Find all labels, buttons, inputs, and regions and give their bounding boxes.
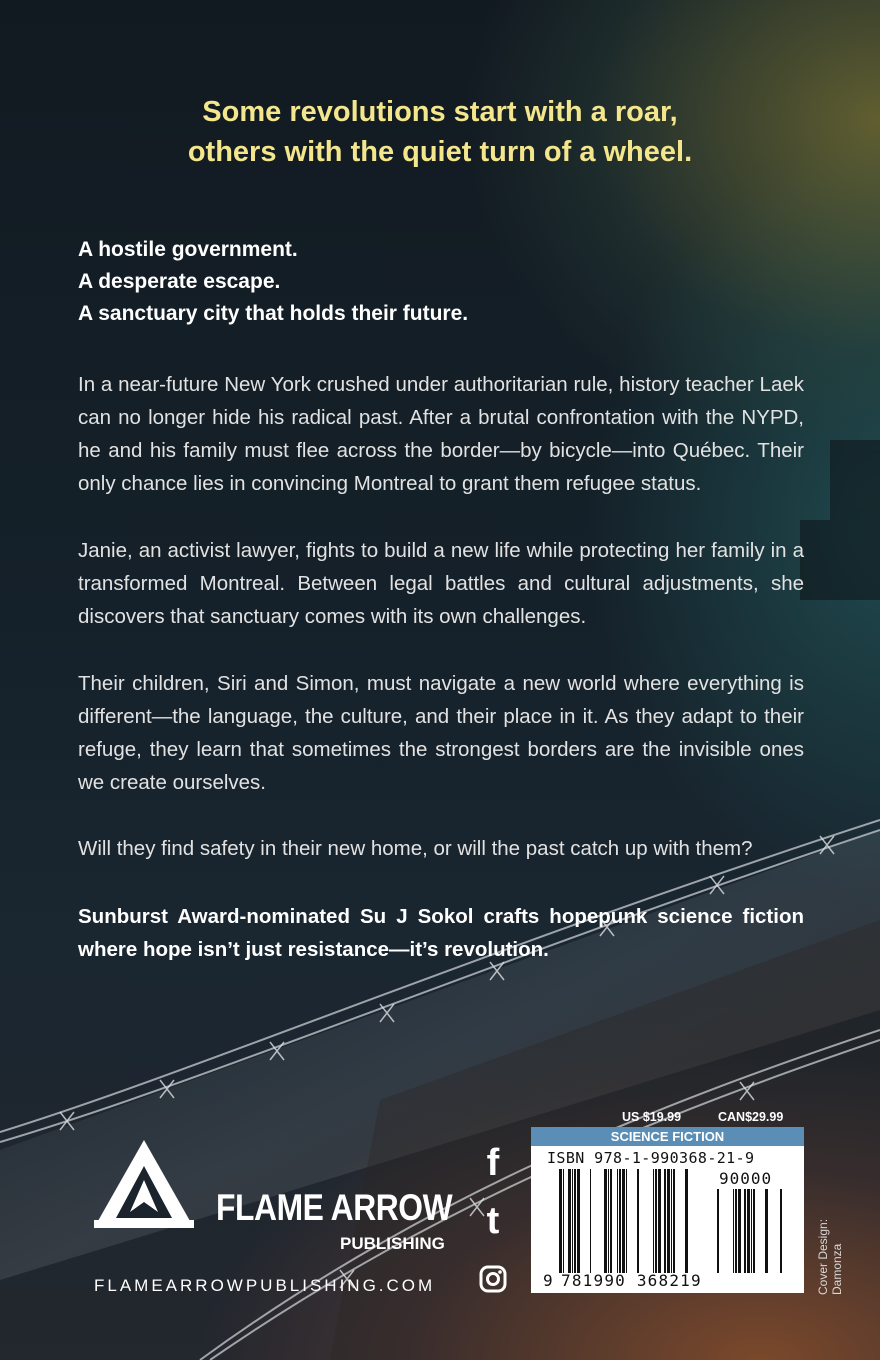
barcode-stripe <box>559 1169 562 1273</box>
addon-barcode <box>711 1189 783 1273</box>
price-can: CAN$29.99 <box>718 1110 784 1124</box>
hook-line: A desperate escape. <box>78 270 281 293</box>
facebook-icon[interactable]: f <box>486 1141 500 1184</box>
barcode-stripe <box>751 1189 752 1273</box>
ean-first-digit: 9 <box>543 1271 553 1290</box>
barcode-stripe <box>655 1169 657 1273</box>
instagram-icon[interactable] <box>476 1262 510 1296</box>
publisher-subtitle: PUBLISHING <box>340 1234 445 1253</box>
barcode-stripe <box>568 1169 571 1273</box>
isbn-text: ISBN 978-1-990368-21-9 <box>547 1149 755 1167</box>
barcode-stripe <box>653 1169 654 1273</box>
credit-line-1: Cover Design: <box>816 1218 830 1295</box>
barcode-stripe <box>626 1169 627 1273</box>
tumblr-icon[interactable]: t <box>486 1199 500 1242</box>
barcode-stripe <box>717 1189 719 1273</box>
hook-line: A hostile government. <box>78 238 298 261</box>
barcode-stripe <box>753 1189 755 1273</box>
barcode-stripe <box>733 1189 734 1273</box>
publisher-website[interactable]: FLAMEARROWPUBLISHING.COM <box>94 1276 436 1295</box>
barcode-stripe <box>738 1189 741 1273</box>
barcode-stripe <box>574 1169 576 1273</box>
barcode-stripe <box>577 1169 580 1273</box>
barcode-stripe <box>622 1169 625 1273</box>
tagline-line-2: others with the quiet turn of a wheel. <box>187 136 693 168</box>
barcode-stripe <box>604 1169 607 1273</box>
barcode-stripe <box>610 1169 612 1273</box>
hook-lines <box>78 234 808 330</box>
barcode-stripe <box>765 1189 768 1273</box>
barcode-stripe <box>744 1189 746 1273</box>
barcode-stripe <box>673 1169 675 1273</box>
barcode-stripe <box>735 1189 737 1273</box>
blurb-paragraph-4: Will they find safety in their new home, or will the past catch up with them? <box>78 837 753 860</box>
flame-arrow-logo-icon <box>94 1140 194 1230</box>
blurb-paragraph-1: In a near-future New York crushed under authoritarian rule, history teacher Laek can no longer hide his radical past. After a brutal confrontation with the NYPD, he and his family must flee across the border—by bicycle—into Québec. Their only chance lies in convincing Montreal to grant them refugee status. <box>78 373 804 495</box>
barcode-stripe <box>590 1169 591 1273</box>
barcode-stripe <box>619 1169 621 1273</box>
cover-design-credit <box>816 1185 844 1295</box>
tagline-line-1: Some revolutions start with a roar, <box>202 96 678 128</box>
barcode-stripe <box>780 1189 782 1273</box>
barcode-stripe <box>572 1169 573 1273</box>
barcode-stripe <box>637 1169 639 1273</box>
barcode-stripe <box>563 1169 564 1273</box>
author-pitch: Sunburst Award-nominated Su J Sokol crafts hopepunk science fiction where hope isn’t just resistance—it’s revolution. <box>78 905 804 961</box>
barcode-stripe <box>617 1169 618 1273</box>
barcode-stripe <box>685 1169 688 1273</box>
blurb-paragraph-3: Their children, Siri and Simon, must navigate a new world where everything is different—the language, the culture, and their place in it. As they adapt to their refuge, they learn that sometimes the strongest borders are the invisible ones we create ourselves. <box>78 672 804 794</box>
ean-digits: 781990 368219 <box>561 1271 702 1290</box>
genre-label: SCIENCE FICTION <box>531 1127 804 1146</box>
barcode-stripe <box>658 1169 661 1273</box>
publisher-name: FLAME ARROW <box>216 1187 453 1228</box>
barcode-stripe <box>608 1169 609 1273</box>
blurb-paragraph-2: Janie, an activist lawyer, fights to build a new life while protecting her family in a transformed Montreal. Between legal battles and cultural adjustments, she discovers that sanctuary comes with its own challenges. <box>78 539 804 628</box>
barcode-stripe <box>671 1169 672 1273</box>
barcode-stripe <box>664 1169 666 1273</box>
tagline <box>0 92 880 172</box>
barcode-stripe <box>667 1169 670 1273</box>
addon-code: 90000 <box>719 1169 773 1188</box>
credit-line-2: Damonza <box>830 1243 844 1295</box>
ean-barcode <box>559 1169 699 1273</box>
hook-line: A sanctuary city that holds their future. <box>78 302 469 325</box>
price-us: US $19.99 <box>622 1110 682 1124</box>
barcode-stripe <box>747 1189 750 1273</box>
isbn-barcode-block <box>531 1127 804 1293</box>
